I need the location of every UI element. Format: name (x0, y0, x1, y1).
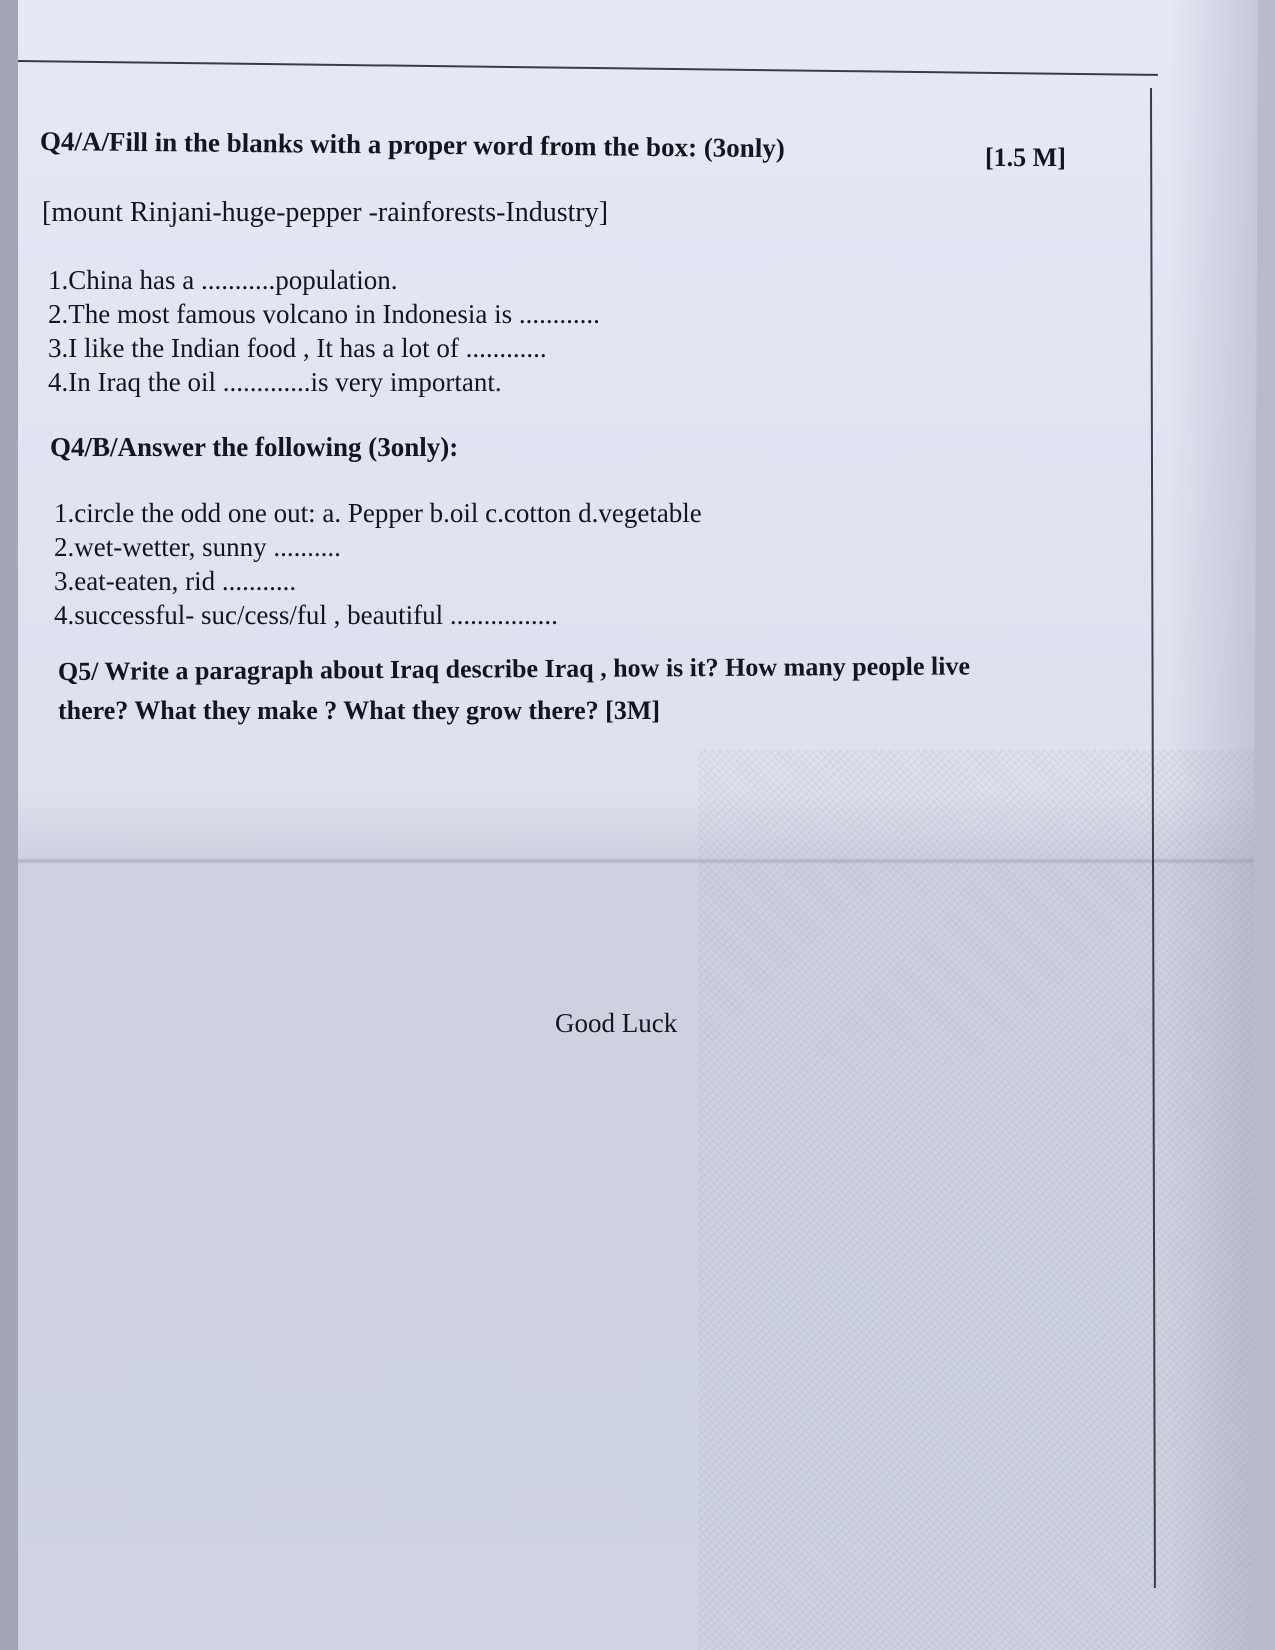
q5-line-2: there? What they make ? What they grow there? [3M] (58, 696, 661, 725)
q5-line-1: Q5/ Write a paragraph about Iraq describe Iraq , how is it? How many people live (57, 651, 971, 686)
q4a-word-box: [mount Rinjani-huge-pepper -rainforests-Industry] (42, 197, 609, 228)
q4b-item-4: 4.successful- suc/cess/ful , beautiful ................ (54, 600, 558, 630)
q4a-title: Q4/A/Fill in the blanks with a proper word from the box: (3only) (39, 126, 785, 164)
closing-text: Good Luck (555, 1008, 678, 1038)
q4a-marks: [1.5 M] (985, 143, 1066, 172)
exam-sheet (18, 0, 1258, 1650)
q4b-item-2: 2.wet-wetter, sunny .......... (54, 532, 341, 562)
q4b-title: Q4/B/Answer the following (3only): (50, 432, 459, 462)
q4a-item-2: 2.The most famous volcano in Indonesia is ............ (48, 299, 600, 329)
q4a-item-3: 3.I like the Indian food , It has a lot of ............ (48, 333, 547, 363)
q4a-item-1: 1.China has a ...........population. (48, 265, 398, 295)
paper-fold (18, 858, 1258, 864)
q4b-item-3: 3.eat-eaten, rid ........... (54, 566, 297, 596)
q4b-item-1: 1.circle the odd one out: a. Pepper b.oil c.cotton d.vegetable (54, 498, 702, 528)
q4a-item-4: 4.In Iraq the oil .............is very important. (48, 367, 502, 397)
sheet-shadow (1168, 0, 1258, 1650)
